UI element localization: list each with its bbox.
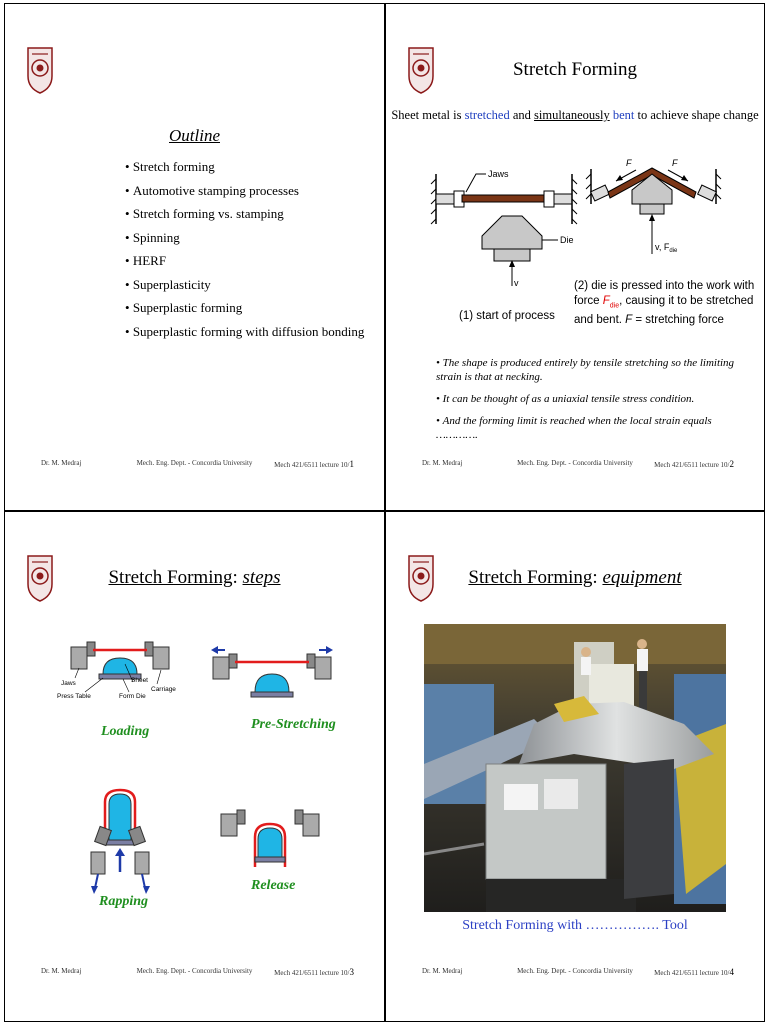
label-die: Die — [560, 235, 574, 245]
caption-line: and bent. F = stretching force — [574, 314, 724, 327]
page-number: 2 — [729, 459, 734, 469]
stretch-forming-diagram — [426, 154, 726, 294]
list-item: • Automotive stamping processes — [125, 183, 364, 207]
footer-page — [274, 967, 354, 977]
step-release-figure — [221, 810, 319, 867]
footer-author: Dr. M. Medraj — [41, 459, 82, 467]
footer-dept: Mech. Eng. Dept. - Concordia University — [136, 967, 253, 975]
label-form-die: Form Die — [119, 693, 146, 700]
footer-dept: Mech. Eng. Dept. - Concordia University — [517, 459, 633, 467]
label-sheet: Sheet — [131, 677, 148, 684]
list-item: • Superplasticity — [125, 277, 364, 301]
page-number: 3 — [349, 967, 354, 977]
diagram-start — [431, 169, 577, 288]
equipment-photo — [424, 624, 726, 912]
footer-page — [654, 967, 734, 977]
footer-author: Dr. M. Medraj — [41, 967, 82, 975]
label-carriage: Carriage — [151, 686, 176, 693]
footer-dept: Mech. Eng. Dept. - Concordia University — [136, 459, 253, 467]
list-item: • The shape is produced entirely by tensile stretching so the limiting strain is that at necking. — [436, 356, 736, 384]
list-item: • HERF — [125, 253, 364, 277]
caption-start: (1) start of process — [459, 310, 555, 322]
step-rapping-figure — [91, 790, 150, 894]
slide-4 — [385, 511, 765, 1022]
footer-page — [274, 459, 354, 469]
slide-1 — [4, 3, 385, 511]
photo-caption: Stretch Forming with ……………. Tool — [462, 918, 688, 933]
label-jaws: Jaws — [488, 169, 509, 179]
intro-text: to achieve shape change — [634, 108, 759, 122]
step-release: Release — [251, 878, 296, 893]
outline-list — [125, 159, 364, 347]
step-loading: Loading — [101, 724, 150, 739]
step-rapping: Rapping — [99, 894, 149, 909]
label-v-fdie: v, $F_{die}$ — [655, 242, 678, 254]
stretch-steps-diagram — [45, 632, 345, 912]
list-item: • And the forming limit is reached when the local strain equals …………. — [436, 414, 736, 442]
slide-3 — [4, 511, 385, 1022]
slide-title: Stretch Forming — [512, 59, 638, 80]
label-jaws: Jaws — [61, 680, 76, 687]
intro-simultaneously: simultaneously — [534, 108, 610, 122]
page-number: 4 — [729, 967, 734, 977]
page-number: 1 — [349, 459, 354, 469]
step-loading-figure — [57, 642, 176, 700]
step-pre-stretching: Pre-Stretching — [251, 717, 336, 732]
diagram-pressed — [586, 158, 721, 254]
university-seal-icon — [27, 46, 53, 94]
outline-title: Outline — [169, 126, 220, 145]
intro-text: Sheet metal is — [391, 108, 465, 122]
label-f-left: F — [626, 158, 632, 168]
list-item: • Superplastic forming — [125, 300, 364, 324]
list-item: • Stretch forming vs. stamping — [125, 206, 364, 230]
intro-text: and — [509, 108, 535, 122]
caption-pressed — [574, 279, 764, 328]
slide-title: Stretch Forming: equipment — [468, 567, 682, 588]
list-item: • Superplastic forming with diffusion bonding — [125, 324, 364, 348]
footer-author: Dr. M. Medraj — [422, 967, 463, 975]
caption-line: (2) die is pressed into the work with — [574, 280, 755, 292]
footer-course: Mech 421/6511 lecture 10/ — [274, 969, 350, 977]
footer-author: Dr. M. Medraj — [422, 459, 463, 467]
label-f-right: F — [672, 158, 678, 168]
step-pre-stretching-figure — [211, 646, 333, 697]
intro-sentence — [386, 108, 764, 123]
footer-page — [654, 459, 734, 469]
list-item: • Stretch forming — [125, 159, 364, 183]
intro-stretched: stretched — [464, 108, 510, 122]
list-item: • Spinning — [125, 230, 364, 254]
footer-course: Mech 421/6511 lecture 10/ — [654, 969, 730, 977]
footer-course: Mech 421/6511 lecture 10/ — [274, 461, 350, 469]
slide-title: Stretch Forming: steps — [108, 567, 281, 588]
footer-course: Mech 421/6511 lecture 10/ — [654, 461, 730, 469]
slide-2 — [385, 3, 765, 511]
caption-line: force $F_{die}$, causing it to be stretched — [574, 295, 754, 310]
footer-dept: Mech. Eng. Dept. - Concordia University — [517, 967, 633, 975]
bullet-list — [436, 356, 736, 450]
list-item: • It can be thought of as a uniaxial tensile stress condition. — [436, 392, 736, 406]
intro-bent: bent — [612, 108, 635, 122]
label-v: v — [514, 278, 519, 288]
label-press-table: Press Table — [57, 693, 91, 700]
